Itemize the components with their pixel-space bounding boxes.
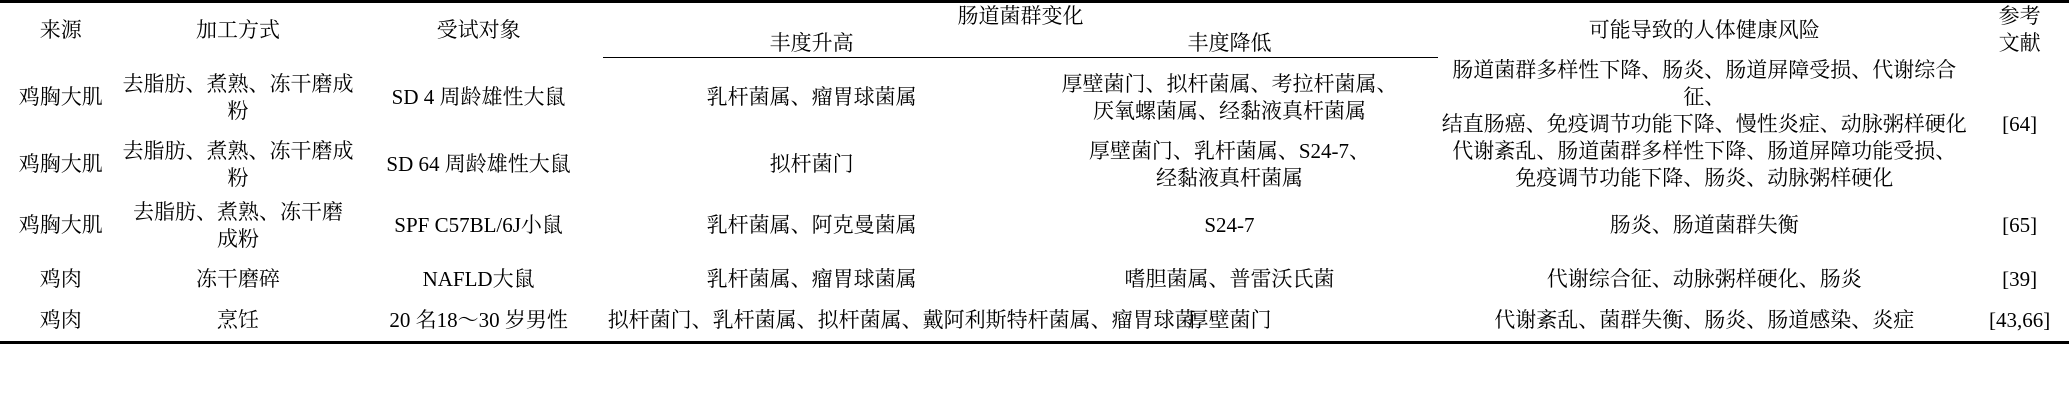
cell-subject: SPF C57BL/6J小鼠 [394, 213, 563, 238]
cell-processing: 烹饪 [122, 300, 355, 342]
cell-decrease-line1: 厚壁菌门、拟杆菌属、考拉杆菌属、 [1061, 71, 1398, 96]
table-row [0, 57, 2069, 138]
cell-decrease-line1: 厚壁菌门、乳杆菌属、S24-7、 [1088, 138, 1371, 163]
header-source: 来源 [0, 2, 122, 58]
cell-decrease [1021, 57, 1439, 138]
cell-source: 鸡胸大肌 [18, 152, 103, 177]
cell-source: 鸡胸大肌 [18, 85, 103, 110]
cell-decrease-line2: 经黏液真杆菌属 [1155, 165, 1303, 190]
cell-subject: SD 64 周龄雄性大鼠 [386, 152, 571, 177]
table-row [0, 300, 2069, 342]
cell-subject: 20 名18～30 岁男性 [355, 300, 603, 342]
table-header-row-1 [0, 2, 2069, 30]
cell-risk [1438, 138, 1970, 192]
cell-increase: 乳杆菌属、瘤胃球菌属 [706, 267, 917, 292]
cell-decrease [1021, 138, 1439, 192]
cell-risk: 代谢紊乱、菌群失衡、肠炎、肠道感染、炎症 [1438, 300, 1970, 342]
cell-risk [1438, 57, 1970, 138]
cell-processing: 去脂肪、煮熟、冻干磨成粉 [122, 71, 354, 123]
cell-source: 鸡胸大肌 [18, 213, 103, 238]
cell-processing: 去脂肪、煮熟、冻干磨成粉 [133, 199, 344, 251]
cell-source: 鸡肉 [39, 267, 82, 292]
header-reference [1970, 2, 2069, 58]
cell-risk: 肠炎、肠道菌群失衡 [1609, 213, 1799, 238]
cell-risk-line1: 肠道菌群多样性下降、肠炎、肠道屏障受损、代谢综合征、 [1452, 58, 1957, 110]
cell-decrease: S24-7 [1204, 213, 1255, 238]
cell-increase: 乳杆菌属、瘤胃球菌属 [706, 85, 917, 110]
header-processing: 加工方式 [122, 2, 355, 58]
cell-decrease: 嗜胆菌属、普雷沃氏菌 [1124, 267, 1335, 292]
header-reference-line1: 参考 [1998, 4, 2041, 29]
cell-processing: 去脂肪、煮熟、冻干磨成粉 [122, 138, 354, 190]
cell-subject: SD 4 周龄雄性大鼠 [391, 85, 566, 110]
cell-risk-line1: 代谢紊乱、肠道菌群多样性下降、肠道屏障功能受损、 [1452, 138, 1957, 163]
cell-increase: 拟杆菌门 [769, 152, 854, 177]
header-gut-flora-change: 肠道菌群变化 [603, 2, 1439, 30]
header-abundance-increase: 丰度升高 [603, 30, 1021, 57]
header-health-risk: 可能导致的人体健康风险 [1438, 2, 1970, 58]
cell-risk-line2: 免疫调节功能下降、肠炎、动脉粥样硬化 [1515, 165, 1894, 190]
header-reference-line2: 文献 [1998, 31, 2041, 56]
cell-decrease-line2: 厌氧螺菌属、经黏液真杆菌属 [1092, 98, 1366, 123]
header-subject: 受试对象 [355, 2, 603, 58]
cell-processing: 冻干磨碎 [196, 267, 281, 292]
header-abundance-decrease: 丰度降低 [1021, 30, 1439, 57]
cell-increase: 乳杆菌属、阿克曼菌属 [706, 213, 917, 238]
table-row [0, 138, 2069, 192]
cell-source: 鸡肉 [0, 300, 122, 342]
cell-risk: 代谢综合征、动脉粥样硬化、肠炎 [1546, 267, 1862, 292]
cell-subject: NAFLD大鼠 [422, 267, 535, 292]
cell-risk-line2: 结直肠癌、免疫调节功能下降、慢性炎症、动脉粥样硬化 [1441, 112, 1967, 136]
cell-reference: [39] [2002, 267, 2038, 292]
table-row [0, 259, 2069, 300]
cell-decrease: 厚壁菌门 [1021, 300, 1439, 342]
cell-reference: [64] [2002, 112, 2038, 136]
cell-reference: [65] [2002, 213, 2038, 238]
cell-reference: [43,66] [1970, 300, 2069, 342]
table-row [0, 192, 2069, 260]
cell-increase: 拟杆菌门、乳杆菌属、拟杆菌属、戴阿利斯特杆菌属、瘤胃球菌 [603, 300, 1021, 342]
